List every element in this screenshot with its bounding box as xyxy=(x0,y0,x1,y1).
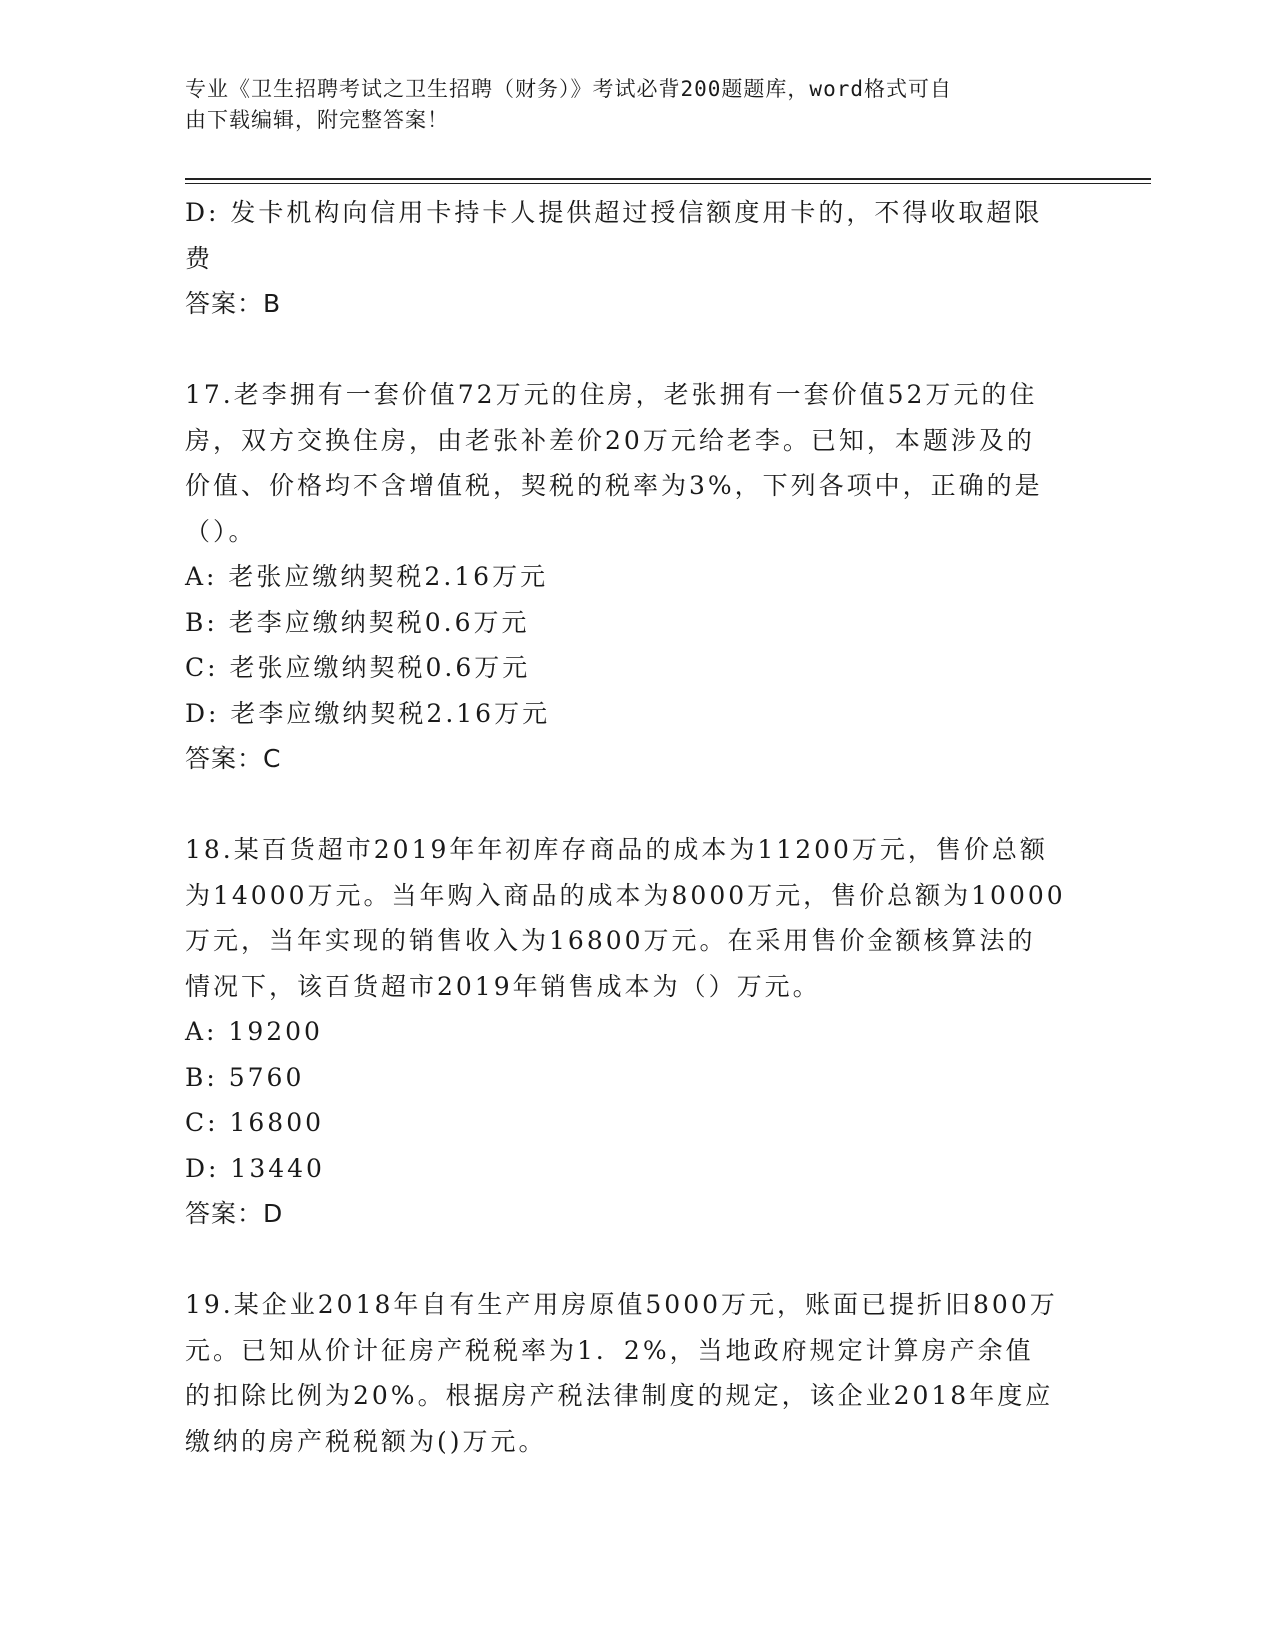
question-16-tail xyxy=(185,190,1085,327)
option-c: C: 老张应缴纳契税0.6万元 xyxy=(185,653,531,682)
option-b: B: 5760 xyxy=(185,1062,305,1092)
option-b: B: 老李应缴纳契税0.6万元 xyxy=(185,607,530,637)
option-c: C: 16800 xyxy=(185,1108,325,1137)
answer-line: 答案：D xyxy=(185,1199,284,1228)
spacer xyxy=(185,1237,1085,1283)
answer-line: 答案：C xyxy=(185,744,282,773)
question-stem-line: 房，双方交换住房，由老张补差价20万元给老李。已知，本题涉及的 xyxy=(185,425,1035,455)
question-stem-line: 18.某百货超市2019年年初库存商品的成本为11200万元，售价总额 xyxy=(185,835,1048,864)
answer-line: 答案：B xyxy=(185,289,282,318)
document-header xyxy=(185,74,1075,136)
question-stem-line: 19.某企业2018年自有生产用房原值5000万元，账面已提折旧800万 xyxy=(185,1290,1058,1319)
option-a: A: 19200 xyxy=(185,1017,323,1046)
option-d-continued: 费 xyxy=(185,243,214,273)
option-d: D: 老李应缴纳契税2.16万元 xyxy=(185,698,551,728)
question-stem-line: 17.老李拥有一套价值72万元的住房，老张拥有一套价值52万元的住 xyxy=(185,380,1038,409)
question-18 xyxy=(185,827,1085,1237)
question-17 xyxy=(185,372,1085,782)
header-line: 专业《卫生招聘考试之卫生招聘（财务）》考试必背200题题库，word格式可自 xyxy=(185,77,952,101)
header-divider-thin xyxy=(185,183,1151,184)
option-d: D: 发卡机构向信用卡持卡人提供超过授信额度用卡的，不得收取超限 xyxy=(185,198,1043,227)
question-stem-line: 缴纳的房产税税额为()万元。 xyxy=(185,1426,547,1456)
header-line: 由下载编辑，附完整答案！ xyxy=(185,108,449,132)
question-19 xyxy=(185,1282,1085,1464)
question-stem-line: 为14000万元。当年购入商品的成本为8000万元，售价总额为10000 xyxy=(185,880,1066,910)
spacer xyxy=(185,327,1085,373)
question-stem-line: 元。已知从价计征房产税税率为1．2%，当地政府规定计算房产余值 xyxy=(185,1335,1034,1365)
header-divider xyxy=(185,178,1151,180)
option-d: D: 13440 xyxy=(185,1153,325,1183)
question-stem-line: （）。 xyxy=(185,516,257,546)
spacer xyxy=(185,782,1085,828)
document-body xyxy=(185,190,1085,1464)
option-a: A: 老张应缴纳契税2.16万元 xyxy=(185,562,549,591)
question-stem-line: 万元，当年实现的销售收入为16800万元。在采用售价金额核算法的 xyxy=(185,926,1036,955)
question-stem-line: 的扣除比例为20%。根据房产税法律制度的规定，该企业2018年度应 xyxy=(185,1381,1054,1410)
question-stem-line: 价值、价格均不含增值税，契税的税率为3%，下列各项中，正确的是 xyxy=(185,471,1043,500)
question-stem-line: 情况下，该百货超市2019年销售成本为（）万元。 xyxy=(185,971,821,1001)
